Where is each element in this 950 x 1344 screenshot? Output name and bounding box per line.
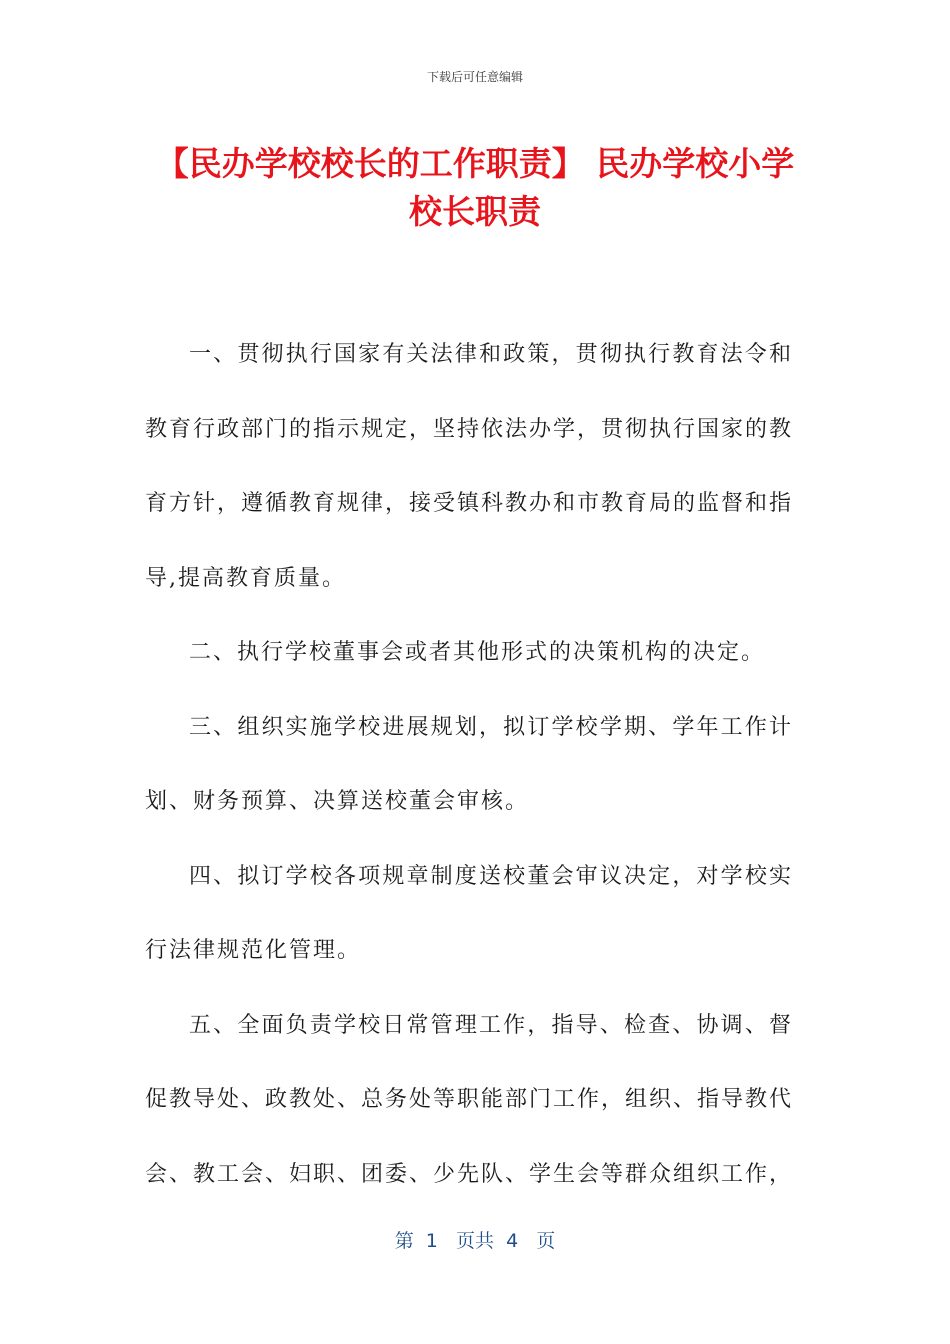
document-title: 【民办学校校长的工作职责】 民办学校小学校长职责 [155, 144, 795, 231]
page-number: 第 1 页共 4 页 [394, 1230, 556, 1252]
header-note: 下载后可任意编辑 [426, 70, 523, 84]
paragraph: 四、拟订学校各项规章制度送校董会审议决定，对学校实行法律规范化管理。 [145, 863, 793, 963]
paragraph: 三、组织实施学校进展规划，拟订学校学期、学年工作计划、财务预算、决算送校董会审核。 [145, 714, 793, 814]
document-body [145, 318, 793, 1212]
paragraph: 一、贯彻执行国家有关法律和政策，贯彻执行教育法令和教育行政部门的指示规定，坚持依法办学，贯彻执行国家的教育方针，遵循教育规律，接受镇科教办和市教育局的监督和指导,提高教育质量。 [145, 342, 794, 591]
paragraph: 二、执行学校董事会或者其他形式的决策机构的决定。 [189, 640, 766, 665]
paragraph: 五、全面负责学校日常管理工作，指导、检查、协调、督促教导处、政教处、总务处等职能部门工作，组织、指导教代会、教工会、妇职、团委、少先队、学生会等群众组织工作， [145, 1012, 794, 1187]
